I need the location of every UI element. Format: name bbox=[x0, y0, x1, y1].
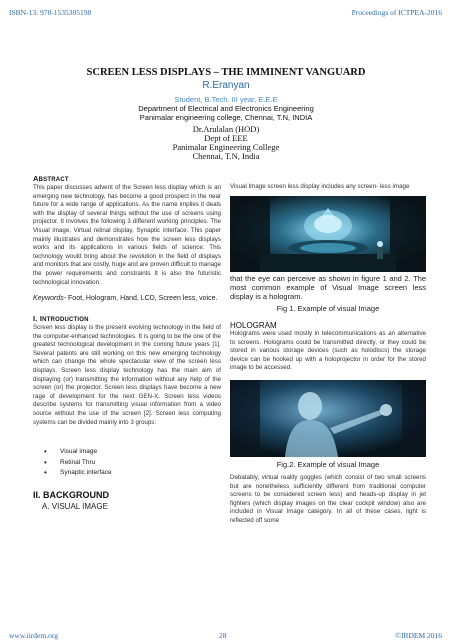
author-affiliation-line3: Panimalar engineering college, Chennai, T.N, INDIA bbox=[139, 113, 313, 122]
hologram-heading: HOLOGRAM bbox=[230, 321, 277, 330]
hologram-figure-illustration bbox=[230, 380, 426, 457]
right-intro-text: Visual Image screen less display includes any screen- less image bbox=[230, 183, 410, 190]
hologram-text: Holograms were used mostly in telecommunications as an alternative to screens. Holograms could be transmitted directly, or they could be stored in various storage devices (such as holodiscs) the storage device can be hooked up with a holoprojector in order for the stored image to be accessed. bbox=[230, 330, 426, 372]
coauthor-dept: Dept of EEE bbox=[204, 133, 248, 143]
figure-2-image bbox=[230, 380, 426, 457]
keywords bbox=[33, 295, 221, 302]
closing-text: Debatably, virtual reality goggles (which consist of two small screens but are nonetheless sufficiently different from traditional computer screens to be considered screen less) and heads-up display in jet fighters (which display images on the clear cockpit window) also are included in Visual Image category. In all of these cases, light is reflected off some bbox=[230, 474, 426, 524]
figure-1-image bbox=[230, 196, 426, 272]
hologram-scene-illustration bbox=[230, 196, 426, 272]
footer-copyright: ©IRDEM 2016 bbox=[395, 631, 442, 640]
isbn-header: ISBN-13: 978-1535305198 bbox=[9, 8, 92, 17]
introduction-heading: I. INTRODUCTION bbox=[33, 314, 89, 323]
abstract-heading: ABSTRACT bbox=[33, 174, 69, 183]
introduction-text: Screen less display is the present evolving technology in the field of the computer-enhanced technologies. It is going to be the one of the greatest technological development in the coming future years [1]. Several patents are still working on this new emerging technology which can change the whole spectacular view of the screen less displays. Screen less display technology has the main aim of displaying (or) transmitting the information without any help of the screen (or) the projector. Screen less displays have become a new rage of development for the next GEN-X. Screen less videos describe systems for transmitting visual information from a video source without the use of the screen [2]. Screen less computing systems can be divided mainly into 3 groups: bbox=[33, 324, 221, 426]
keywords-label: Keywords- bbox=[33, 295, 67, 302]
author-affiliation-line1: Student, B.Tech. III year, E.E.E bbox=[174, 95, 278, 104]
list-item: • Retinal Thru bbox=[36, 458, 216, 469]
figure-1-caption: Fig 1. Example of visual Image bbox=[276, 304, 380, 313]
author-affiliation-line2: Department of Electrical and Electronics Engineering bbox=[138, 104, 314, 113]
working-principles-list bbox=[36, 447, 216, 479]
abstract-text: This paper discusses advent of the Screen less display which is an emerging new technology, has become a good prospect in the near future for a wide range of applications. As the name implies it deals with the display of several things without the use of screens using projector. It involves the following 3 different working principles. The Visual image, Virtual retinal display, Synaptic interface. This paper mainly illustrates and demonstrates how the screen less displays works and its applications in various fields of science. This technology would bring about the revolution in the field of displays and monitors that are costly, huge and are proven difficult to manage the power requirements and constraints It is also the futuristic technological innovation. bbox=[33, 184, 221, 286]
author-name: R.Eranyan bbox=[202, 80, 250, 91]
figure-1-lead-text: that the eye can perceive as shown in figure 1 and 2. The most common example of Visual Image screen less display is a hologram. bbox=[230, 274, 426, 302]
page-number: 28 bbox=[219, 631, 227, 640]
figure-2-caption: Fig.2. Example of visual Image bbox=[276, 460, 380, 469]
footer-website: www.iirdem.org bbox=[9, 631, 58, 640]
background-heading: II. BACKGROUND bbox=[33, 490, 109, 500]
coauthor-city: Chennai, T.N, India bbox=[192, 151, 260, 161]
coauthor-college: Panimalar Engineering College bbox=[172, 142, 280, 152]
proceedings-header: Proceedings of ICTPEA-2016 bbox=[351, 8, 442, 17]
visual-image-subheading: A. VISUAL IMAGE bbox=[42, 502, 108, 511]
list-item: • Visual image bbox=[36, 447, 216, 458]
keywords-text: Foot, Hologram, Hand, LCD, Screen less, voice. bbox=[66, 295, 218, 302]
paper-title: SCREEN LESS DISPLAYS – THE IMMINENT VANGUARD bbox=[86, 67, 366, 78]
list-item: • Synaptic interface bbox=[36, 468, 216, 479]
coauthor-name: Dr.Arulalan (HOD) bbox=[192, 124, 260, 134]
